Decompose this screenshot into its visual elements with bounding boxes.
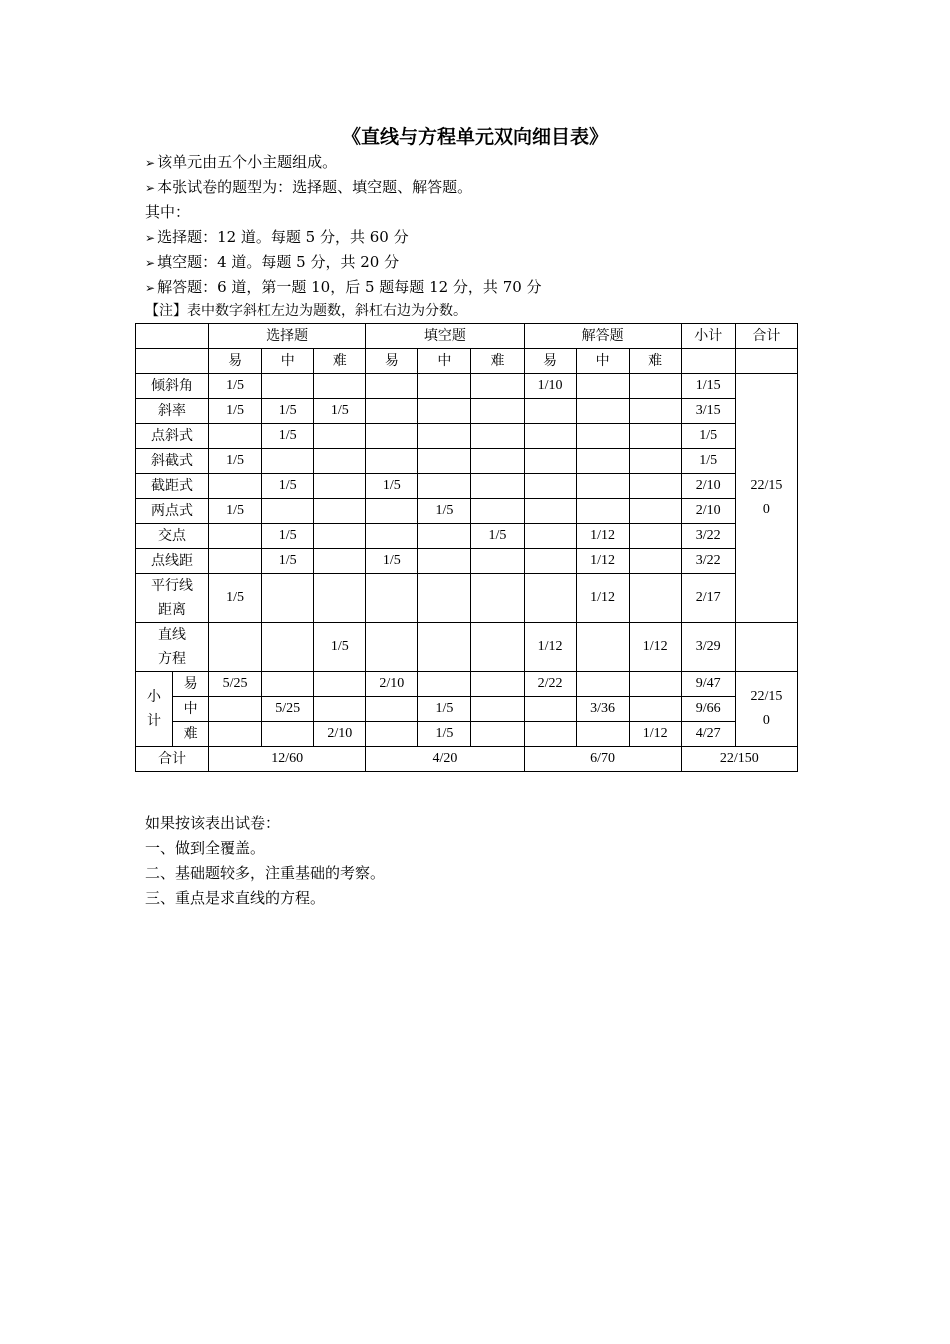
- outro-line-4: 三、重点是求直线的方程。: [145, 889, 326, 907]
- score-cell: [366, 374, 418, 399]
- outro-line-1: 如果按该表出试卷：: [145, 814, 281, 832]
- subtotal-label-cell: [136, 672, 173, 747]
- score-cell: [576, 374, 629, 399]
- score-cell: [524, 424, 576, 449]
- score-cell: [576, 449, 629, 474]
- score-cell: [314, 672, 366, 697]
- score-cell: 1/5: [314, 623, 366, 672]
- grand-total-choice: 12/60: [209, 747, 366, 772]
- difficulty-easy: 易: [524, 349, 576, 374]
- topic-name-line: 方程: [158, 651, 187, 667]
- subtotal-cell: 3/22: [681, 524, 735, 549]
- arrow-bullet-icon: ➢: [145, 231, 156, 245]
- topic-name-cell: 点斜式: [136, 424, 209, 449]
- grand-total-answer: 6/70: [524, 747, 681, 772]
- table-row: [136, 574, 798, 623]
- score-cell: [576, 474, 629, 499]
- score-cell: [262, 449, 314, 474]
- sub-total-cell: [735, 672, 797, 747]
- score-cell: 1/12: [576, 549, 629, 574]
- detail-table: [135, 323, 798, 772]
- table-note: 【注】表中数字斜杠左边为题数，斜杠右边为分数。: [145, 303, 467, 319]
- score-cell: [262, 672, 314, 697]
- subtotal-cell: 9/66: [681, 697, 735, 722]
- score-cell: 1/5: [209, 374, 262, 399]
- score-cell: [471, 374, 524, 399]
- header-choice: 选择题: [209, 324, 366, 349]
- difficulty-easy: 易: [366, 349, 418, 374]
- intro-line-4: ➢ 选择题：12 道。每题 5 分，共 60 分: [145, 228, 409, 246]
- subtotal-cell: 1/15: [681, 374, 735, 399]
- subtotal-row: [136, 697, 798, 722]
- level-cell: 易: [173, 672, 209, 697]
- score-cell: [209, 549, 262, 574]
- intro-line-1: ➢ 该单元由五个小主题组成。: [145, 153, 338, 171]
- score-cell: 1/5: [262, 524, 314, 549]
- score-cell: [418, 424, 471, 449]
- score-cell: [629, 474, 681, 499]
- score-cell: [576, 399, 629, 424]
- score-cell: [209, 524, 262, 549]
- intro-line-5: ➢ 填空题：4 道。每题 5 分，共 20 分: [145, 253, 400, 271]
- total-blank-cell: [735, 623, 797, 672]
- score-cell: [366, 574, 418, 623]
- score-cell: [524, 697, 576, 722]
- score-cell: [524, 399, 576, 424]
- topic-name-line: 距离: [158, 602, 187, 618]
- score-cell: 5/25: [209, 672, 262, 697]
- block-total-line: 0: [762, 502, 770, 517]
- difficulty-blank-cell: [735, 349, 797, 374]
- score-cell: [262, 374, 314, 399]
- document-title: 《直线与方程单元双向细目表》: [341, 126, 608, 148]
- intro-line-6: ➢ 解答题：6 道，第一题 10，后 5 题每题 12 分，共 70 分: [145, 278, 542, 296]
- subtotal-row: [136, 672, 798, 697]
- score-cell: [209, 424, 262, 449]
- score-cell: 1/5: [314, 399, 366, 424]
- score-cell: 1/12: [629, 623, 681, 672]
- subtotal-cell: 3/22: [681, 549, 735, 574]
- header-subtotal: 小计: [681, 324, 735, 349]
- subtotal-cell: 1/5: [681, 424, 735, 449]
- score-cell: [418, 374, 471, 399]
- score-cell: [366, 424, 418, 449]
- score-cell: [629, 374, 681, 399]
- score-cell: [471, 623, 524, 672]
- intro-line-3: 其中：: [145, 203, 191, 221]
- table-row: [136, 399, 798, 424]
- score-cell: [471, 449, 524, 474]
- score-cell: [314, 697, 366, 722]
- score-cell: [262, 574, 314, 623]
- outro-line-2: 一、做到全覆盖。: [145, 839, 266, 857]
- score-cell: [314, 549, 366, 574]
- score-cell: [524, 574, 576, 623]
- difficulty-blank-cell: [136, 349, 209, 374]
- sub-total-line: 0: [762, 713, 770, 728]
- score-cell: [576, 499, 629, 524]
- subtotal-cell: 9/47: [681, 672, 735, 697]
- score-cell: 1/12: [576, 574, 629, 623]
- topic-name-cell: 两点式: [136, 499, 209, 524]
- arrow-bullet-icon: ➢: [145, 181, 156, 195]
- score-cell: [524, 722, 576, 747]
- topic-name-cell: 斜率: [136, 399, 209, 424]
- score-cell: [366, 697, 418, 722]
- score-cell: 1/5: [209, 574, 262, 623]
- score-cell: [576, 672, 629, 697]
- score-cell: [366, 524, 418, 549]
- score-cell: [366, 722, 418, 747]
- sub-total-line: 22/15: [750, 689, 783, 704]
- score-cell: [629, 672, 681, 697]
- subtotal-cell: 2/17: [681, 574, 735, 623]
- score-cell: 1/12: [576, 524, 629, 549]
- outro-line-3: 二、基础题较多，注重基础的考察。: [145, 864, 386, 882]
- score-cell: [629, 424, 681, 449]
- subtotal-cell: 2/10: [681, 499, 735, 524]
- score-cell: [576, 424, 629, 449]
- score-cell: [314, 499, 366, 524]
- score-cell: [314, 449, 366, 474]
- score-cell: [471, 697, 524, 722]
- arrow-bullet-icon: ➢: [145, 256, 156, 270]
- topic-name-cell: [136, 574, 209, 623]
- topic-name-cell: 交点: [136, 524, 209, 549]
- score-cell: [629, 449, 681, 474]
- score-cell: [418, 399, 471, 424]
- subtotal-cell: 1/5: [681, 449, 735, 474]
- score-cell: [418, 549, 471, 574]
- score-cell: [314, 424, 366, 449]
- score-cell: [471, 574, 524, 623]
- score-cell: 2/10: [366, 672, 418, 697]
- score-cell: [471, 399, 524, 424]
- score-cell: 1/5: [418, 722, 471, 747]
- score-cell: 2/10: [314, 722, 366, 747]
- score-cell: 1/5: [262, 424, 314, 449]
- block-total-cell: [735, 374, 797, 623]
- table-row: [136, 374, 798, 399]
- topic-name-cell: 截距式: [136, 474, 209, 499]
- level-cell: 难: [173, 722, 209, 747]
- score-cell: [471, 499, 524, 524]
- score-cell: [209, 697, 262, 722]
- score-cell: 1/12: [524, 623, 576, 672]
- score-cell: 1/5: [262, 549, 314, 574]
- score-cell: [262, 499, 314, 524]
- score-cell: 1/5: [209, 499, 262, 524]
- score-cell: [366, 449, 418, 474]
- score-cell: 1/5: [209, 449, 262, 474]
- score-cell: 1/10: [524, 374, 576, 399]
- topic-name-cell: [136, 623, 209, 672]
- score-cell: [471, 722, 524, 747]
- arrow-bullet-icon: ➢: [145, 281, 156, 295]
- grand-total-label: 合计: [136, 747, 209, 772]
- difficulty-mid: 中: [262, 349, 314, 374]
- table-row: [136, 499, 798, 524]
- score-cell: [366, 499, 418, 524]
- score-cell: [629, 524, 681, 549]
- difficulty-hard: 难: [314, 349, 366, 374]
- score-cell: 1/5: [471, 524, 524, 549]
- score-cell: [471, 549, 524, 574]
- score-cell: [418, 524, 471, 549]
- subtotal-cell: 2/10: [681, 474, 735, 499]
- score-cell: [418, 449, 471, 474]
- score-cell: [366, 623, 418, 672]
- score-cell: 1/5: [262, 399, 314, 424]
- score-cell: [471, 672, 524, 697]
- score-cell: 1/12: [629, 722, 681, 747]
- score-cell: [418, 474, 471, 499]
- score-cell: [524, 524, 576, 549]
- table-row: [136, 424, 798, 449]
- outro-section: [145, 811, 825, 911]
- score-cell: [524, 499, 576, 524]
- difficulty-blank-cell: [681, 349, 735, 374]
- difficulty-row: [136, 349, 798, 374]
- topic-name-line: 直线: [158, 627, 187, 643]
- topic-name-cell: 点线距: [136, 549, 209, 574]
- difficulty-hard: 难: [629, 349, 681, 374]
- score-cell: 1/5: [209, 399, 262, 424]
- subtotal-cell: 3/29: [681, 623, 735, 672]
- score-cell: [629, 697, 681, 722]
- score-cell: [209, 474, 262, 499]
- score-cell: [471, 474, 524, 499]
- score-cell: [366, 399, 418, 424]
- intro-section: [145, 150, 825, 322]
- grand-total-row: [136, 747, 798, 772]
- arrow-bullet-icon: ➢: [145, 156, 156, 170]
- table-row: [136, 623, 798, 672]
- score-cell: 3/36: [576, 697, 629, 722]
- score-cell: 2/22: [524, 672, 576, 697]
- table-row: [136, 449, 798, 474]
- score-cell: [314, 524, 366, 549]
- score-cell: [629, 549, 681, 574]
- difficulty-hard: 难: [471, 349, 524, 374]
- table-row: [136, 524, 798, 549]
- score-cell: [471, 424, 524, 449]
- score-cell: [629, 499, 681, 524]
- score-cell: [314, 574, 366, 623]
- intro-line-2: ➢ 本张试卷的题型为：选择题、填空题、解答题。: [145, 178, 473, 196]
- grand-total-fill: 4/20: [366, 747, 524, 772]
- score-cell: 1/5: [418, 697, 471, 722]
- score-cell: 1/5: [418, 499, 471, 524]
- header-fill: 填空题: [366, 324, 524, 349]
- score-cell: [418, 672, 471, 697]
- score-cell: 1/5: [366, 549, 418, 574]
- score-cell: 1/5: [262, 474, 314, 499]
- header-answer: 解答题: [524, 324, 681, 349]
- header-row: [136, 324, 798, 349]
- subtotal-row: [136, 722, 798, 747]
- score-cell: [209, 623, 262, 672]
- topic-name-cell: 斜截式: [136, 449, 209, 474]
- score-cell: 5/25: [262, 697, 314, 722]
- score-cell: [629, 399, 681, 424]
- subtotal-cell: 4/27: [681, 722, 735, 747]
- grand-total-all: 22/150: [681, 747, 797, 772]
- score-cell: [524, 549, 576, 574]
- score-cell: [209, 722, 262, 747]
- score-cell: [314, 474, 366, 499]
- block-total-line: 22/15: [750, 478, 783, 493]
- subtotal-label-line: 小: [147, 689, 162, 705]
- score-cell: [418, 623, 471, 672]
- score-cell: [576, 722, 629, 747]
- difficulty-mid: 中: [576, 349, 629, 374]
- score-cell: 1/5: [366, 474, 418, 499]
- difficulty-easy: 易: [209, 349, 262, 374]
- score-cell: [629, 574, 681, 623]
- subtotal-label-line: 计: [147, 713, 162, 729]
- score-cell: [524, 474, 576, 499]
- score-cell: [576, 623, 629, 672]
- table-row: [136, 549, 798, 574]
- score-cell: [524, 449, 576, 474]
- topic-name-cell: 倾斜角: [136, 374, 209, 399]
- score-cell: [262, 623, 314, 672]
- topic-name-line: 平行线: [151, 578, 194, 594]
- level-cell: 中: [173, 697, 209, 722]
- score-cell: [262, 722, 314, 747]
- header-total: 合计: [735, 324, 797, 349]
- score-cell: [418, 574, 471, 623]
- difficulty-mid: 中: [418, 349, 471, 374]
- score-cell: [314, 374, 366, 399]
- subtotal-cell: 3/15: [681, 399, 735, 424]
- table-row: [136, 474, 798, 499]
- header-blank-cell: [136, 324, 209, 349]
